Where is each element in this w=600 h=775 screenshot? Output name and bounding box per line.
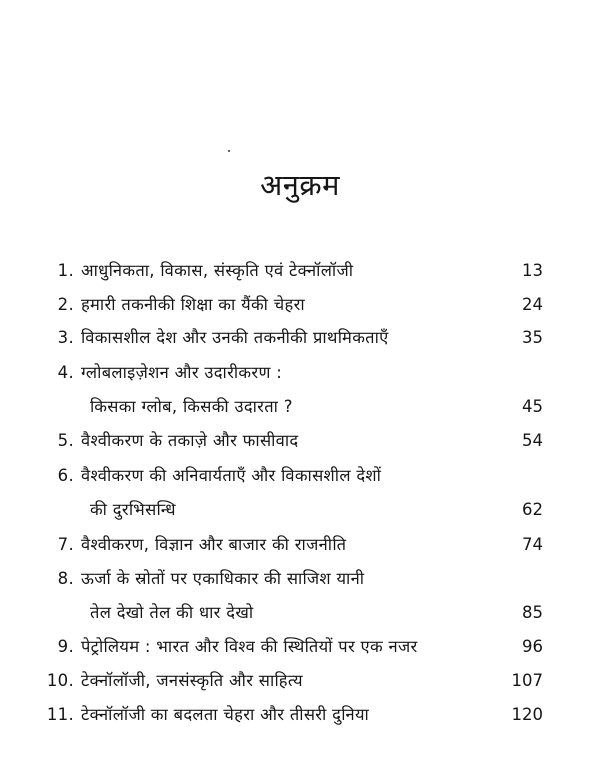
entry-title: विकासशील देश और उनकी तकनीकी प्राथमिकताएँ <box>81 328 389 347</box>
toc-entry-4[interactable] <box>0 358 600 388</box>
entry-number: 2. <box>57 295 74 314</box>
entry-number: 4. <box>57 363 74 382</box>
entry-number: 6. <box>57 466 74 485</box>
entry-title: टेक्नॉलॉजी का बदलता चेहरा और तीसरी दुनिया <box>81 705 370 724</box>
entry-title: टेक्नॉलॉजी, जनसंस्कृति और साहित्य <box>81 671 303 690</box>
toc-entry-8[interactable] <box>0 564 600 594</box>
entry-page-number: 45 <box>522 397 543 416</box>
entry-page-number: 62 <box>522 500 543 519</box>
entry-title: वैश्वीकरण के तकाज़े और फासीवाद <box>81 431 299 450</box>
entry-page-number: 35 <box>522 328 543 347</box>
entry-title: पेट्रोलियम : भारत और विश्व की स्थितियों पर एक नजर <box>81 637 418 656</box>
entry-number: 3. <box>57 328 74 347</box>
entry-page-number: 96 <box>522 637 543 656</box>
toc-entry-4-continuation <box>0 392 520 422</box>
entry-title: वैश्वीकरण, विज्ञान और बाजार की राजनीति <box>81 535 347 554</box>
entry-title-continued: किसका ग्लोब, किसकी उदारता ? <box>90 397 293 416</box>
toc-entry-8-continuation <box>0 598 520 628</box>
entry-page-number: 120 <box>511 705 543 724</box>
entry-page-number: 85 <box>522 603 543 622</box>
entry-number: 11. <box>46 705 74 724</box>
entry-page-number: 74 <box>522 535 543 554</box>
entry-number: 9. <box>57 637 74 656</box>
page-title: अनुक्रम <box>260 168 340 202</box>
entry-title: हमारी तकनीकी शिक्षा का यैंकी चेहरा <box>81 295 305 314</box>
entry-title: वैश्वीकरण की अनिवार्यताएँ और विकासशील देशों <box>81 466 382 485</box>
entry-number: 7. <box>57 535 74 554</box>
entry-number: 5. <box>57 431 74 450</box>
toc-entry-6[interactable] <box>0 461 600 491</box>
entry-number: 8. <box>57 569 74 588</box>
entry-number: 10. <box>46 671 74 690</box>
entry-number: 1. <box>57 261 74 280</box>
entry-title: ग्लोबलाइज़ेशन और उदारीकरण : <box>81 363 283 382</box>
entry-page-number: 24 <box>522 295 543 314</box>
entry-page-number: 107 <box>511 671 543 690</box>
entry-page-number: 54 <box>522 431 543 450</box>
entry-title: आधुनिकता, विकास, संस्कृति एवं टेक्नॉलॉजी <box>81 261 354 280</box>
entry-title: ऊर्जा के स्रोतों पर एकाधिकार की साजिश यानी <box>81 569 365 588</box>
entry-title-continued: की दुरभिसन्धि <box>90 500 176 519</box>
entry-title-continued: तेल देखो तेल की धार देखो <box>90 603 254 622</box>
toc-entry-6-continuation <box>0 495 520 525</box>
entry-page-number: 13 <box>522 261 543 280</box>
